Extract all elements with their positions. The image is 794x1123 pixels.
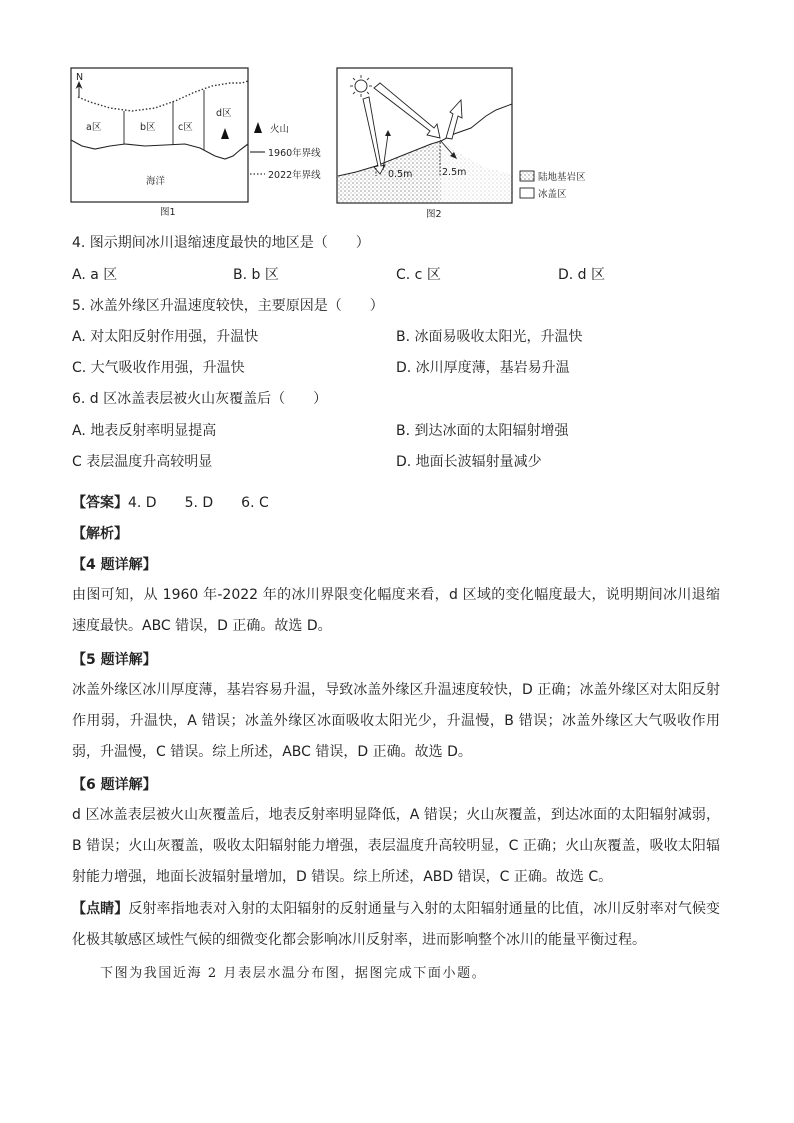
question-5-option-d: D. 冰川厚度薄，基岩易升温 [396,360,570,376]
legend-1960-label: 1960年界线 [268,148,321,159]
figure-1-caption: 图1 [160,207,176,218]
figure-1-map [70,66,332,204]
figure-2-diagram [336,66,608,206]
question-6-option-c: C 表层温度升高较明显 [72,454,213,470]
sun-icon [350,75,372,97]
question-6-option-d: D. 地面长波辐射量减少 [396,454,542,470]
north-arrow-icon [76,81,83,98]
detail-4-tag: 【4 题详解】 [72,557,157,573]
legend-volcano-icon [254,122,262,133]
legend-ice-swatch [520,188,534,198]
detail-5-text: 冰盖外缘区冰川厚度薄，基岩容易升温，导致冰盖外缘区升温速度较快，D 正确；冰盖外缘区对太阳反射作用弱，升温快，A 错误；冰盖外缘区冰面吸收太阳光少，升温慢，B 错误；冰盖外缘区大气吸收作用弱，升温慢，C 错误。综上所述，ABC 错误，D 正确。故选 D。 [72,682,720,760]
sea-label: 海洋 [146,176,166,187]
zone-a-label: a区 [86,122,102,133]
zone-c-label: c区 [178,122,193,133]
volcano-icon [221,128,229,139]
legend-bedrock-label: 陆地基岩区 [538,172,586,183]
highlight-block [72,894,720,956]
answer-line [72,493,269,513]
north-label: N [76,72,84,83]
question-4-option-b: B. b 区 [233,267,279,283]
highlight-tag: 【点睛】 [72,901,129,917]
next-section-intro: 下图为我国近海 2 月表层水温分布图，据图完成下面小题。 [100,966,487,981]
depth-label-2: 2.5m [442,167,467,178]
incoming-radiation-arrow-2 [374,83,440,138]
question-4-stem: 4. 图示期间冰川退缩速度最快的地区是（ ） [72,235,370,251]
detail-4-text: 由图可知，从 1960 年-2022 年的冰川界限变化幅度来看，d 区域的变化幅度最大，说明期间冰川退缩速度最快。ABC 错误，D 正确。故选 D。 [72,587,720,634]
highlight-text: 反射率指地表对入射的太阳辐射的反射通量与入射的太阳辐射通量的比值，冰川反射率对气候变化极其敏感区域性气候的细微变化都会影响冰川反射率，进而影响整个冰川的能量平衡过程。 [72,901,721,948]
figure-2-caption: 图2 [426,209,442,220]
legend-bedrock-swatch [520,171,534,181]
incoming-radiation-arrow-1 [363,97,385,174]
question-6-option-a: A. 地表反射率明显提高 [72,423,217,439]
question-5-option-a: A. 对太阳反射作用强，升温快 [72,329,259,345]
legend-ice-label: 冰盖区 [538,189,567,200]
detail-6-text: d 区冰盖表层被火山灰覆盖后，地表反射率明显降低，A 错误；火山灰覆盖，到达冰面的太阳辐射减弱，B 错误；火山灰覆盖，吸收太阳辐射能力增强，表层温度升高较明显，C 正确；火山灰覆盖，吸收太阳辐射能力增强，地面长波辐射量增加，D 错误。综上所述，ABD 错误，C 正确。故选 C。 [72,807,720,885]
reflected-radiation-arrow [446,100,462,139]
answer-text: 4. D 5. D 6. C [128,495,269,511]
answer-tag: 【答案】 [72,495,128,511]
detail-5-tag: 【5 题详解】 [72,652,157,668]
question-4-option-a: A. a 区 [72,267,118,283]
question-5-stem: 5. 冰盖外缘区升温速度较快，主要原因是（ ） [72,298,384,314]
legend-volcano-label: 火山 [270,124,290,135]
depth-label-1: 0.5m [388,169,413,180]
question-6-stem: 6. d 区冰盖表层被火山灰覆盖后（ ） [72,391,328,407]
legend-2022-label: 2022年界线 [268,170,321,181]
analysis-tag: 【解析】 [72,526,128,542]
zone-d-label: d区 [216,108,232,119]
question-5-option-c: C. 大气吸收作用强，升温快 [72,360,245,376]
boundary-1960 [71,140,248,159]
question-5-option-b: B. 冰面易吸收太阳光，升温快 [396,329,583,345]
question-4-option-d: D. d 区 [558,267,606,283]
detail-6-tag: 【6 题详解】 [72,777,157,793]
boundary-2022 [78,81,248,111]
question-4-option-c: C. c 区 [396,267,441,283]
question-6-option-b: B. 到达冰面的太阳辐射增强 [396,423,569,439]
zone-b-label: b区 [140,122,156,133]
